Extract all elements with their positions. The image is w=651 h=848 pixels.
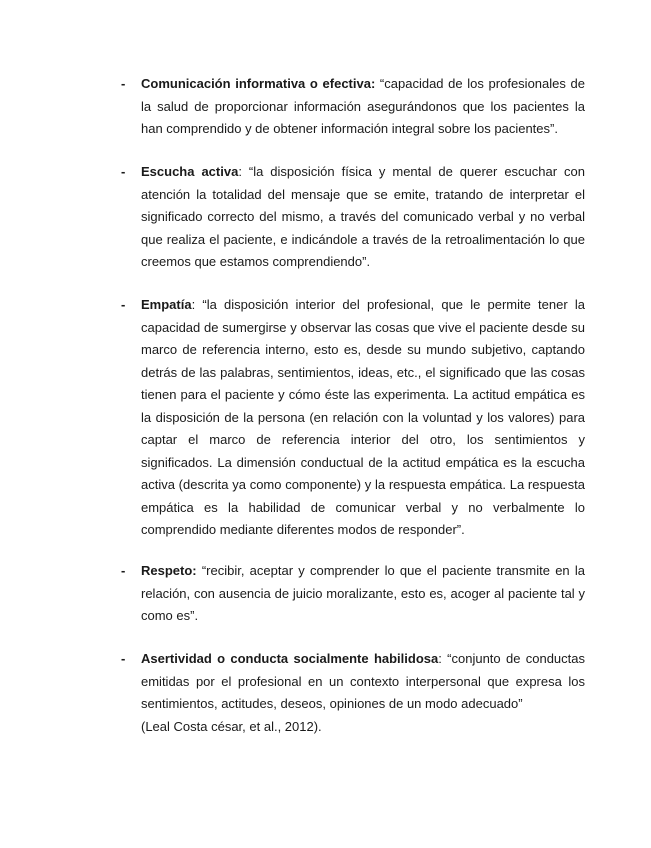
item-term: Respeto: [141, 563, 197, 578]
item-term: Empatía [141, 297, 192, 312]
bullet-dash: - [121, 563, 126, 578]
item-term: Comunicación informativa o efectiva: [141, 76, 376, 91]
item-term: Escucha activa [141, 164, 239, 179]
item-text [141, 648, 585, 738]
item-text [141, 73, 585, 141]
item-body: “recibir, aceptar y comprender lo que el paciente transmite en la relación, con ausencia de juicio moralizante, esto es, acoger al paciente tal y como es”. [141, 563, 585, 623]
item-body: “capacidad de los profesionales de la salud de proporcionar información asegurándonos que los pacientes la han comprendido y de obtener información integral sobre los pacientes”. [141, 76, 585, 136]
item-body: : “la disposición física y mental de querer escuchar con atención la totalidad del mensaje que se emite, tratando de interpretar el significado correcto del mismo, a través del comunicado verbal y no verbal que realiza el paciente, e indicándole a través de la retroalimentación lo que creemos que estamos comprendiendo”. [141, 164, 585, 269]
item-text [141, 560, 585, 628]
bullet-dash: - [121, 76, 126, 91]
list-item-asertividad [123, 648, 585, 738]
item-body: : “conjunto de conductas emitidas por el profesional en un contexto interpersonal que expresa los sentimientos, actitudes, deseos, opiniones de un modo adecuado” [141, 651, 585, 711]
bullet-dash: - [121, 297, 126, 312]
item-text [141, 294, 585, 542]
bullet-dash: - [121, 164, 126, 179]
list-item-empatia [123, 294, 585, 542]
item-text [141, 161, 585, 274]
bullet-dash: - [121, 651, 126, 666]
item-body: : “la disposición interior del profesional, que le permite tener la capacidad de sumergirse y observar las cosas que vive el paciente desde su marco de referencia interno, esto es, desde su mundo subjetivo, captando detrás de las palabras, sentimientos, ideas, etc., el significado que las cosas tienen para el paciente y cómo éste las experimenta. La actitud empática es la disposición de la persona (en relación con la voluntad y los valores) para captar el marco de referencia interior del otro, los sentimientos y significados. La dimensión conductual de la actitud empática es la escucha activa (descrita ya como componente) y la respuesta empática. La respuesta empática es la habilidad de comunicar verbal y no verbalmente lo comprendido mediante diferentes modos de responder”. [141, 297, 585, 537]
list-item-comunicacion [123, 73, 585, 141]
item-term: Asertividad o conducta socialmente habilidosa [141, 651, 439, 666]
citation: (Leal Costa césar, et al., 2012). [141, 718, 322, 734]
list-item-escucha [123, 161, 585, 274]
list-item-respeto [123, 560, 585, 628]
